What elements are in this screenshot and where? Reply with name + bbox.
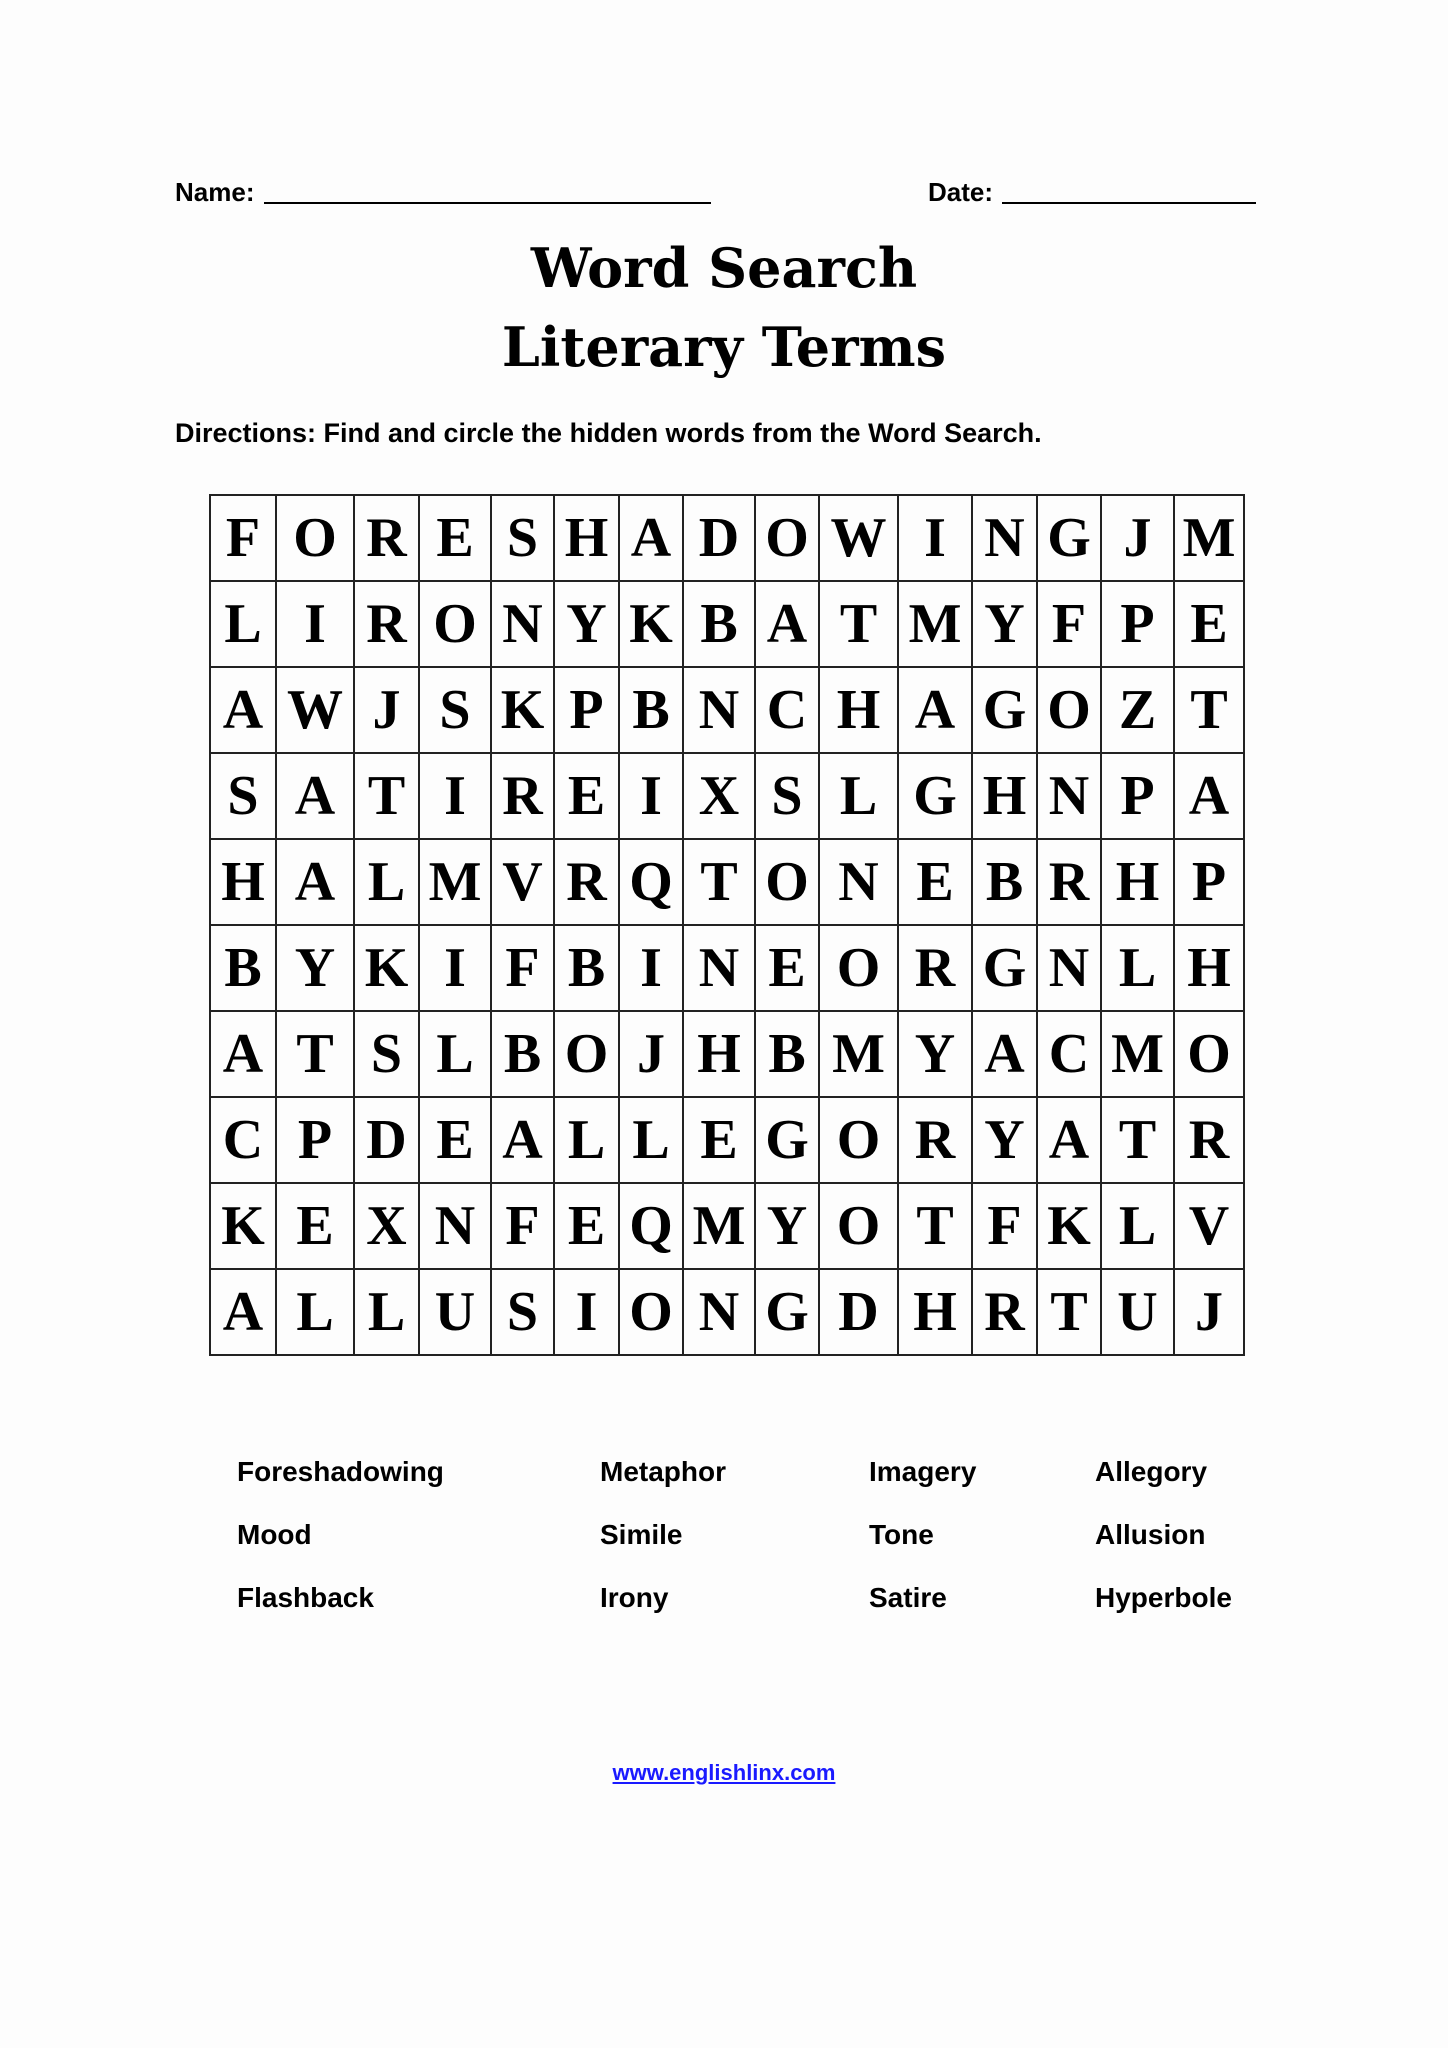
grid-cell[interactable]: T	[683, 839, 755, 925]
website-link[interactable]: www.englishlinx.com	[612, 1760, 836, 1785]
grid-cell[interactable]: L	[554, 1097, 619, 1183]
grid-cell[interactable]: B	[683, 581, 755, 667]
grid-cell[interactable]: C	[210, 1097, 276, 1183]
grid-cell[interactable]: A	[755, 581, 819, 667]
grid-cell[interactable]: O	[819, 1183, 898, 1269]
grid-cell[interactable]: E	[419, 495, 491, 581]
grid-cell[interactable]: L	[619, 1097, 683, 1183]
grid-cell[interactable]: M	[819, 1011, 898, 1097]
name-field[interactable]	[264, 202, 711, 204]
grid-cell[interactable]: M	[1101, 1011, 1174, 1097]
grid-cell[interactable]: G	[755, 1097, 819, 1183]
grid-cell[interactable]: X	[354, 1183, 419, 1269]
grid-cell[interactable]: G	[898, 753, 972, 839]
grid-cell[interactable]: A	[210, 1269, 276, 1355]
grid-cell[interactable]: M	[1174, 495, 1244, 581]
grid-cell[interactable]: V	[491, 839, 554, 925]
grid-row	[210, 581, 1244, 667]
grid-cell[interactable]: A	[898, 667, 972, 753]
grid-cell[interactable]: S	[755, 753, 819, 839]
grid-cell[interactable]: T	[1101, 1097, 1174, 1183]
grid-cell[interactable]: H	[554, 495, 619, 581]
grid-cell[interactable]: M	[419, 839, 491, 925]
grid-cell[interactable]: L	[419, 1011, 491, 1097]
grid-cell[interactable]: B	[554, 925, 619, 1011]
grid-cell[interactable]: O	[276, 495, 354, 581]
word-search-grid	[209, 494, 1245, 1356]
grid-cell[interactable]: O	[1037, 667, 1101, 753]
grid-cell[interactable]: B	[210, 925, 276, 1011]
name-label: Name:	[175, 177, 255, 207]
grid-cell[interactable]: L	[1101, 925, 1174, 1011]
grid-cell[interactable]: F	[1037, 581, 1101, 667]
grid-cell[interactable]: B	[972, 839, 1037, 925]
grid-cell[interactable]: Q	[619, 1183, 683, 1269]
grid-cell[interactable]: O	[755, 495, 819, 581]
grid-cell[interactable]: N	[419, 1183, 491, 1269]
grid-cell[interactable]: L	[1101, 1183, 1174, 1269]
grid-cell[interactable]: S	[491, 1269, 554, 1355]
grid-cell[interactable]: N	[683, 667, 755, 753]
grid-cell[interactable]: E	[419, 1097, 491, 1183]
grid-cell[interactable]: F	[210, 495, 276, 581]
grid-cell[interactable]: R	[1174, 1097, 1244, 1183]
grid-cell[interactable]: Y	[755, 1183, 819, 1269]
grid-cell[interactable]: N	[819, 839, 898, 925]
directions-text: Directions: Find and circle the hidden words from the Word Search.	[175, 418, 1042, 448]
grid-cell[interactable]: O	[419, 581, 491, 667]
grid-cell[interactable]: O	[1174, 1011, 1244, 1097]
grid-row	[210, 839, 1244, 925]
grid-cell[interactable]: O	[819, 925, 898, 1011]
grid-cell[interactable]: P	[1174, 839, 1244, 925]
grid-cell[interactable]: S	[210, 753, 276, 839]
grid-cell[interactable]: H	[1174, 925, 1244, 1011]
grid-cell[interactable]: R	[354, 495, 419, 581]
grid-cell[interactable]: K	[619, 581, 683, 667]
grid-cell[interactable]: O	[619, 1269, 683, 1355]
grid-cell[interactable]: A	[210, 667, 276, 753]
grid-cell[interactable]: I	[898, 495, 972, 581]
grid-cell[interactable]: T	[1174, 667, 1244, 753]
grid-cell[interactable]: R	[1037, 839, 1101, 925]
grid-cell[interactable]: Y	[554, 581, 619, 667]
grid-cell[interactable]: I	[419, 753, 491, 839]
grid-cell[interactable]: H	[1101, 839, 1174, 925]
grid-cell[interactable]: A	[491, 1097, 554, 1183]
word-list-item: Flashback	[237, 1582, 374, 1613]
page-title: Word Search	[530, 236, 918, 300]
grid-cell[interactable]: I	[619, 925, 683, 1011]
grid-cell[interactable]: N	[683, 925, 755, 1011]
grid-row	[210, 495, 1244, 581]
grid-cell[interactable]: W	[276, 667, 354, 753]
grid-cell[interactable]: S	[419, 667, 491, 753]
grid-cell[interactable]: X	[683, 753, 755, 839]
grid-cell[interactable]: I	[554, 1269, 619, 1355]
grid-cell[interactable]: V	[1174, 1183, 1244, 1269]
grid-row	[210, 753, 1244, 839]
grid-cell[interactable]: A	[1174, 753, 1244, 839]
grid-cell[interactable]: R	[554, 839, 619, 925]
grid-cell[interactable]: N	[1037, 753, 1101, 839]
grid-cell[interactable]: H	[683, 1011, 755, 1097]
grid-cell[interactable]: A	[1037, 1097, 1101, 1183]
page-subtitle: Literary Terms	[501, 315, 947, 379]
grid-cell[interactable]: B	[619, 667, 683, 753]
grid-cell[interactable]: A	[276, 839, 354, 925]
grid-cell[interactable]: T	[1037, 1269, 1101, 1355]
grid-cell[interactable]: B	[491, 1011, 554, 1097]
grid-cell[interactable]: A	[619, 495, 683, 581]
grid-row	[210, 1183, 1244, 1269]
grid-cell[interactable]: O	[554, 1011, 619, 1097]
grid-cell[interactable]: A	[210, 1011, 276, 1097]
grid-cell[interactable]: T	[819, 581, 898, 667]
grid-cell[interactable]: I	[619, 753, 683, 839]
word-list-item: Foreshadowing	[237, 1456, 444, 1487]
grid-cell[interactable]: E	[898, 839, 972, 925]
grid-cell[interactable]: E	[554, 753, 619, 839]
grid-cell[interactable]: A	[972, 1011, 1037, 1097]
word-list-item: Imagery	[869, 1456, 977, 1487]
grid-cell[interactable]: Y	[972, 1097, 1037, 1183]
grid-row	[210, 1097, 1244, 1183]
word-list-item: Allegory	[1095, 1456, 1208, 1487]
grid-cell[interactable]: H	[819, 667, 898, 753]
word-list-item: Mood	[237, 1519, 312, 1550]
word-list-item: Irony	[600, 1582, 669, 1613]
grid-cell[interactable]: F	[491, 925, 554, 1011]
grid-cell[interactable]: K	[491, 667, 554, 753]
grid-cell[interactable]: N	[972, 495, 1037, 581]
grid-cell[interactable]: C	[755, 667, 819, 753]
grid-cell[interactable]: L	[819, 753, 898, 839]
grid-cell[interactable]: E	[683, 1097, 755, 1183]
grid-cell[interactable]: I	[419, 925, 491, 1011]
grid-cell[interactable]: P	[554, 667, 619, 753]
grid-row	[210, 925, 1244, 1011]
grid-cell[interactable]: T	[276, 1011, 354, 1097]
grid-row	[210, 1269, 1244, 1355]
grid-cell[interactable]: R	[898, 1097, 972, 1183]
grid-cell[interactable]: E	[1174, 581, 1244, 667]
grid-cell[interactable]: B	[755, 1011, 819, 1097]
grid-cell[interactable]: U	[1101, 1269, 1174, 1355]
grid-cell[interactable]: U	[419, 1269, 491, 1355]
grid-cell[interactable]: H	[898, 1269, 972, 1355]
grid-cell[interactable]: J	[354, 667, 419, 753]
grid-cell[interactable]: G	[972, 925, 1037, 1011]
grid-row	[210, 667, 1244, 753]
grid-cell[interactable]: R	[491, 753, 554, 839]
grid-cell[interactable]: E	[276, 1183, 354, 1269]
grid-cell[interactable]: Y	[276, 925, 354, 1011]
grid-cell[interactable]: R	[898, 925, 972, 1011]
grid-cell[interactable]: Q	[619, 839, 683, 925]
grid-cell[interactable]: J	[619, 1011, 683, 1097]
grid-cell[interactable]: D	[683, 495, 755, 581]
grid-cell[interactable]: D	[354, 1097, 419, 1183]
word-list-item: Tone	[869, 1519, 934, 1550]
grid-cell[interactable]: M	[898, 581, 972, 667]
word-list-item: Simile	[600, 1519, 683, 1550]
grid-cell[interactable]: L	[210, 581, 276, 667]
grid-cell[interactable]: P	[276, 1097, 354, 1183]
grid-cell[interactable]: L	[354, 839, 419, 925]
grid-cell[interactable]: J	[1101, 495, 1174, 581]
grid-cell[interactable]: A	[276, 753, 354, 839]
grid-cell[interactable]: Z	[1101, 667, 1174, 753]
grid-cell[interactable]: W	[819, 495, 898, 581]
grid-cell[interactable]: N	[491, 581, 554, 667]
grid-cell[interactable]: I	[276, 581, 354, 667]
grid-cell[interactable]: S	[354, 1011, 419, 1097]
grid-cell[interactable]: D	[819, 1269, 898, 1355]
grid-cell[interactable]: K	[210, 1183, 276, 1269]
grid-cell[interactable]: L	[276, 1269, 354, 1355]
grid-cell[interactable]: O	[755, 839, 819, 925]
grid-cell[interactable]: Y	[972, 581, 1037, 667]
grid-cell[interactable]: N	[683, 1269, 755, 1355]
word-list-item: Metaphor	[600, 1456, 726, 1487]
grid-cell[interactable]: T	[898, 1183, 972, 1269]
grid-cell[interactable]: T	[354, 753, 419, 839]
grid-cell[interactable]: R	[354, 581, 419, 667]
grid-cell[interactable]: F	[491, 1183, 554, 1269]
grid-cell[interactable]: Y	[898, 1011, 972, 1097]
grid-cell[interactable]: L	[354, 1269, 419, 1355]
word-list-item: Allusion	[1095, 1519, 1206, 1550]
grid-cell[interactable]: P	[1101, 581, 1174, 667]
grid-cell[interactable]: C	[1037, 1011, 1101, 1097]
grid-cell[interactable]: S	[491, 495, 554, 581]
grid-cell[interactable]: E	[554, 1183, 619, 1269]
grid-cell[interactable]: F	[972, 1183, 1037, 1269]
date-field[interactable]	[1002, 202, 1256, 204]
grid-cell[interactable]: G	[972, 667, 1037, 753]
grid-cell[interactable]: O	[819, 1097, 898, 1183]
word-list-item: Hyperbole	[1095, 1582, 1232, 1613]
grid-cell[interactable]: P	[1101, 753, 1174, 839]
grid-cell[interactable]: E	[755, 925, 819, 1011]
grid-cell[interactable]: H	[210, 839, 276, 925]
footer-url-container	[0, 1760, 1448, 1786]
grid-cell[interactable]: G	[755, 1269, 819, 1355]
grid-cell[interactable]: M	[683, 1183, 755, 1269]
grid-cell[interactable]: N	[1037, 925, 1101, 1011]
grid-cell[interactable]: J	[1174, 1269, 1244, 1355]
grid-cell[interactable]: R	[972, 1269, 1037, 1355]
grid-cell[interactable]: K	[354, 925, 419, 1011]
grid-cell[interactable]: H	[972, 753, 1037, 839]
grid-cell[interactable]: K	[1037, 1183, 1101, 1269]
grid-row	[210, 1011, 1244, 1097]
word-list-item: Satire	[869, 1582, 947, 1613]
date-label: Date:	[928, 177, 994, 207]
grid-cell[interactable]: G	[1037, 495, 1101, 581]
